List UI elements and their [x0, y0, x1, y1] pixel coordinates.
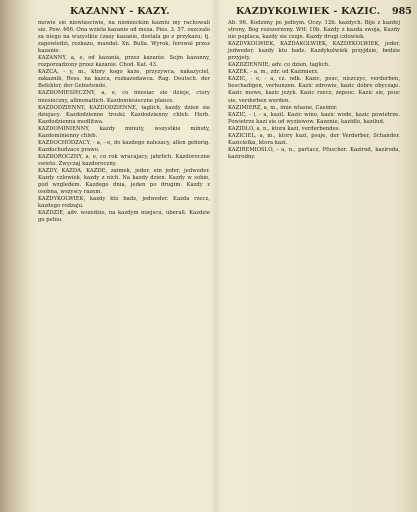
entry: KAZIREMIOSLO, - a, n., partacz, Pfuscher. Kazirod, kaziroda, kazirodny.: [228, 146, 400, 160]
entry: KAZDOMINIENNY, kazdy minuty, wszystkie minuty, Kazdominienny chleb.: [38, 125, 210, 139]
column-gutter: [210, 0, 222, 512]
entry: KAZDY, KAZDA, KAZDE, zaimek, jeder, ein jeder, jedweder. Kazdy czlowiek, kazdy z nich. Na kazdy dzien. Kazdy w sobie, pod wzgledem. Kazdego dnia, jeden po drugim. Kazdy z osobna, wszyscy razem.: [38, 167, 210, 196]
entry: KAZIDLO, a, n., ktora kazi, verderbendes.: [228, 125, 341, 132]
entry: KAZDYKOLWIEK, kazdy kto badz, jedweder. Kazda rzecz, kazdego rodzaju.: [38, 196, 210, 210]
entry: Ab. 96. Kodzimy po jednym. Oczy. 12b. kazdych. Bije z kazdej strony, Bog rozszerzony. Wtf. 10b. Kazdy z kazda swoja, Kazdy nie poplaca, kazdy sie czuje. Kazdy drugi czlowiek.: [228, 20, 400, 41]
entry: KAZIMIERZ, a, m., imie wlasne, Casimir.: [228, 104, 338, 111]
entry: KAZEK, - a, m., zdr. od Kazimierz.: [228, 69, 319, 76]
entry: KAZDZIENNIE, adv. co dzien, taglich.: [228, 62, 330, 69]
entry: KAZDOMIESIECZNY, a, e, co miesiac sie dzieje, ctery miesieczny, allmonatlich. Kazdomiesieczne plance.: [38, 90, 210, 104]
entry: KAZDYKOLWIEK, KAZDAKOLWIEK, KAZDEKOLWIEK, jeder, jedweder, kazdy kto badz. Kazdykolwiek przyjdzie, bedzie przyjety.: [228, 41, 400, 62]
running-header: [0, 2, 417, 18]
header-left: KAZANNY - KAZY.: [70, 6, 170, 17]
entry: KAZIC, - e, - a, cz. ndk. Kazic, psuc, niszczyc, verderben, beschadigen, verhunzen. Kazic zdrowie, kazic dobre obyczaje. Kazic mowe, kazic jezyk. Kazic rzecz, zepsuc. Kazic sie, psuc sie, verdorben werden.: [228, 76, 400, 104]
entry: KAZCA, - y, m., ktory kogo kaze, przyzywca, nakazyciel, zakaznik, Ross. na kazca, rozkazodawca. Rag. Deutsch. der Befehler, der Gebietende.: [38, 69, 210, 90]
page-number: 985: [392, 6, 412, 17]
entry: KAZDOROCZNY, a, e, co rok wracajacy, jahrlich. Kazdoroczne swieto. Zwyczaj kazdoroczny.: [38, 153, 210, 167]
entry: KAZDODZIENNY, KAZDODZIENNE, taglich, kazdy dzien sie dziejacy. Kazdodzienne troski; Kazdodzienny chleb. Herb. Kazdodzienna modlitwa.: [38, 104, 210, 125]
entry: KAZDZIE, adv. wszedzie, na kazdym miejscu, uberall. Kazdzie go pelno.: [38, 210, 210, 224]
entry: KAZDOCHODZACY, - a, - e, do kazdego nalezacy, allen gehorig. Kazdochodzace prawo.: [38, 139, 210, 153]
entry: KAZICIEL, a, m., ktory kazi, psuje, der Verderber, Schander. Kazicielka, ktora kazi.: [228, 132, 400, 146]
page-edge-shadow: [0, 0, 30, 512]
left-column: [38, 20, 210, 224]
right-column: [228, 20, 400, 161]
entry: KAZIC, - i, - a, kazil. Kazic wino, kazic wode, kazic powietrze. Powietrze kazi sie od wyziewow. Kazenie, kazidlo, kazilud.: [228, 111, 400, 125]
entry: KAZANNY, a, e, od kazania, przez kazanie. Sejm kazanny, rozporzadzony przez kazanie. Chod. Kat. 43.: [38, 55, 210, 69]
header-right: KAZDYKOLWIEK - KAZIC.: [236, 6, 381, 17]
entry: mowie sie niewlasciwie, na niemieckim kazniu my rachowali sie. Pow. 466. Ona wziela kazanie od meza. Pies. 3. 57. oszczalo za niego na wszystkie czasy kazanie, dostala go z przykazu; tj. zapowiedzi, rozkazu, mandat. Xn. Bulla. Wyrok, ferowal przez kazanie.: [38, 20, 210, 55]
